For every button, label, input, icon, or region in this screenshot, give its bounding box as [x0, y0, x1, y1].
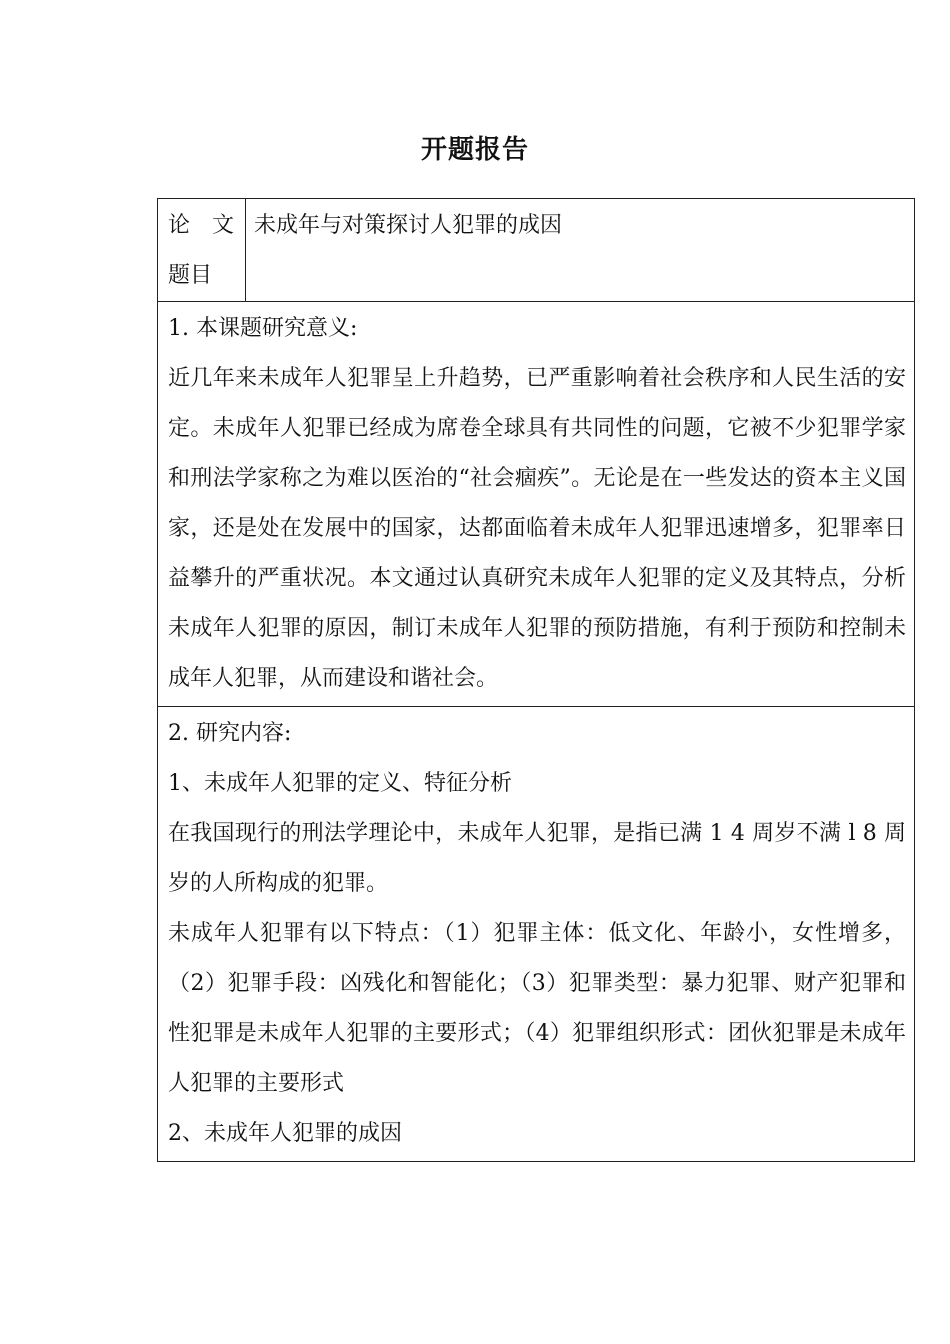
content-item1-heading: 1、未成年人犯罪的定义、特征分析: [168, 771, 512, 796]
content-item2-heading: 2、未成年人犯罪的成因: [168, 1121, 402, 1146]
section-content-row: [158, 707, 915, 1162]
content-item1-definition: 在我国现行的刑法学理论中，未成年人犯罪，是指已满 1 4 周岁不满 l 8 周岁的人所构成的犯罪。: [168, 821, 906, 896]
section-significance-cell: [158, 302, 915, 707]
content-item1-features: 未成年人犯罪有以下特点：（1）犯罪主体：低文化、年龄小，女性增多，（2）犯罪手段：凶残化和智能化；（3）犯罪类型：暴力犯罪、财产犯罪和性犯罪是未成年人犯罪的主要形式；（4）犯罪组织形式：团伙犯罪是未成年人犯罪的主要形式: [168, 921, 906, 1096]
thesis-title-label-line2: 题目: [168, 263, 213, 288]
thesis-title-label-cell: [158, 199, 246, 302]
document-title: 开题报告: [420, 135, 529, 165]
thesis-title-label-line1: 论 文: [168, 213, 235, 238]
section-significance-row: [158, 302, 915, 707]
thesis-title-row: [158, 199, 915, 302]
section-significance-heading: 1. 本课题研究意义:: [168, 316, 358, 341]
thesis-title-value-cell: [246, 199, 915, 302]
section-content-heading: 2. 研究内容:: [168, 721, 292, 746]
section-content-cell: [158, 707, 915, 1162]
thesis-title-text: 未成年与对策探讨人犯罪的成因: [254, 213, 563, 238]
report-table: [157, 198, 915, 1162]
section-significance-body: 近几年来未成年人犯罪呈上升趋势，已严重影响着社会秩序和人民生活的安定。未成年人犯罪已经成为席卷全球具有共同性的问题，它被不少犯罪学家和刑法学家称之为难以医治的“社会痼疾”。无论是在一些发达的资本主义国家，还是处在发展中的国家，达都面临着未成年人犯罪迅速增多，犯罪率日益攀升的严重状况。本文通过认真研究未成年人犯罪的定义及其特点，分析未成年人犯罪的原因，制订未成年人犯罪的预防措施，有利于预防和控制未成年人犯罪，从而建设和谐社会。: [168, 366, 906, 691]
